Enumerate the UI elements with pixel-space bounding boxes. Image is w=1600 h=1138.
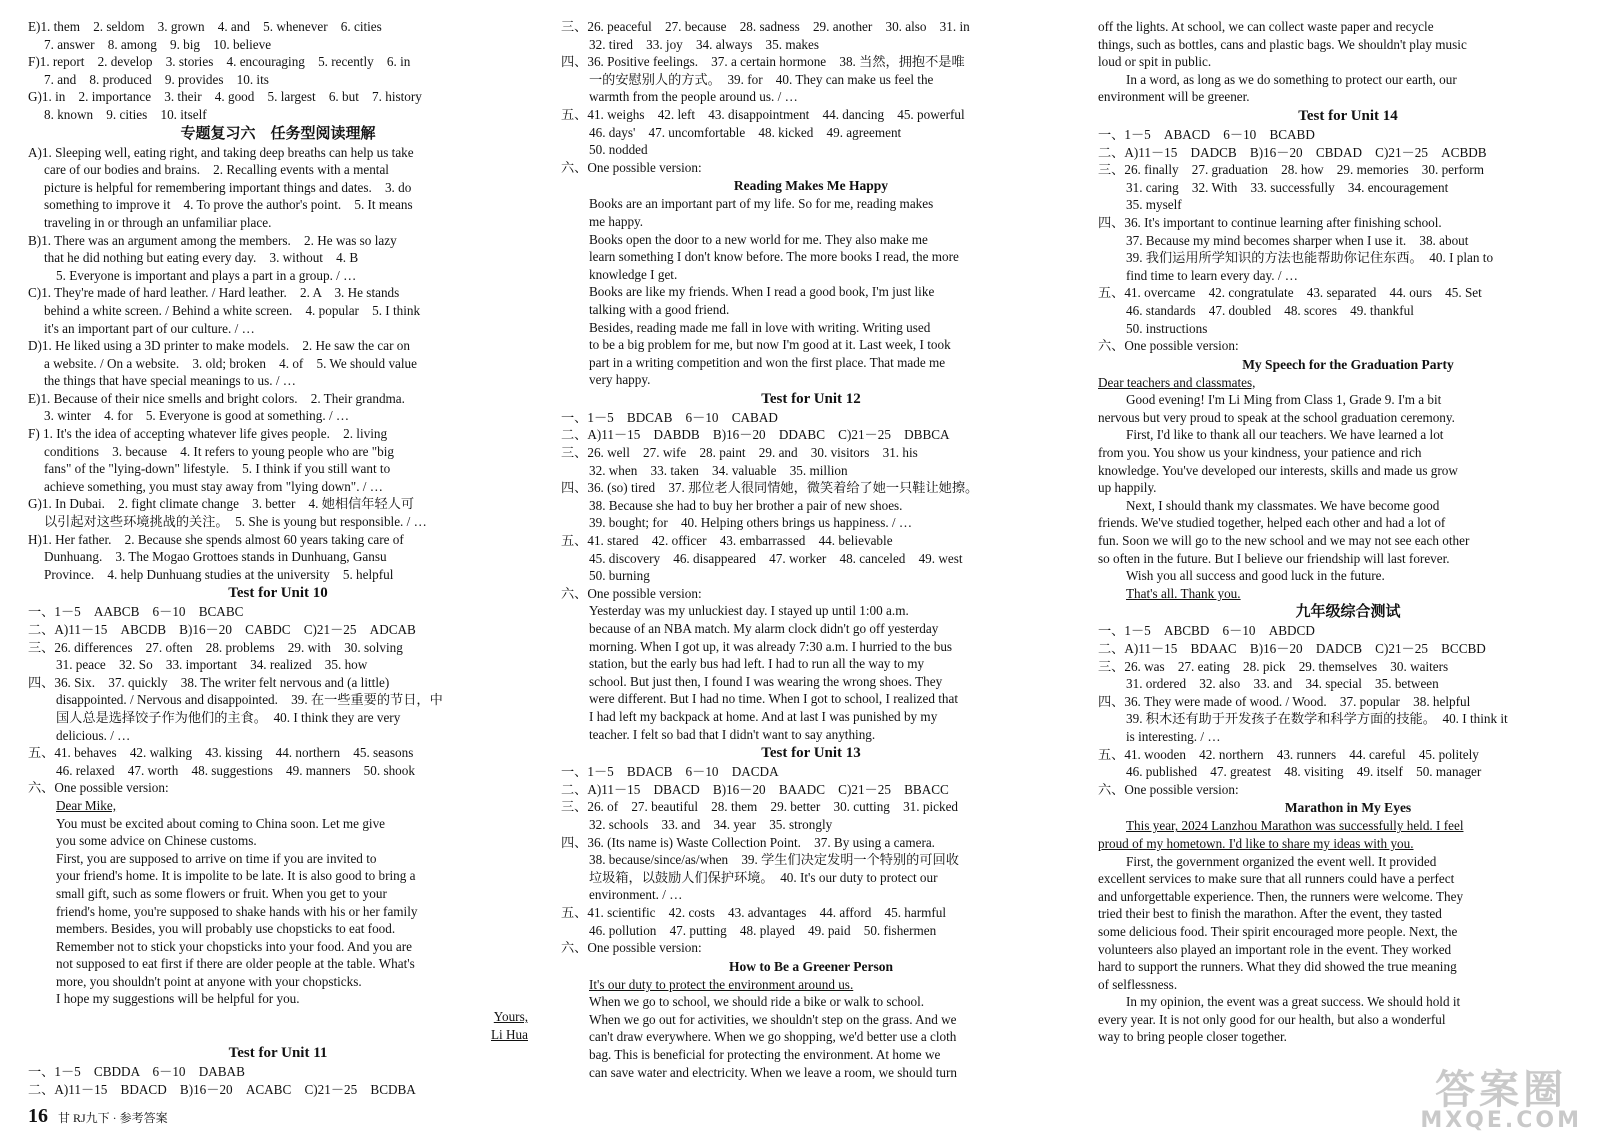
text-line: 五、41. weighs 42. left 43. disappointment 44. dancing 45. powerful xyxy=(561,106,965,122)
text-line: 四、36. Six. 37. quickly 38. The writer felt nervous and (a little) xyxy=(28,674,390,690)
text-line: members. Besides, you will probably use chopsticks to eat food. xyxy=(56,921,396,937)
text-line: 46. days' 47. uncomfortable 48. kicked 49. agreement xyxy=(589,124,902,140)
text-line: F)1. report 2. develop 3. stories 4. encouraging 5. recently 6. in xyxy=(28,54,411,70)
text-line: B)1. There was an argument among the members. 2. He was so lazy xyxy=(28,232,397,248)
watermark-text-en: MXQE.COM xyxy=(1420,1108,1582,1133)
text-line: 8. known 9. cities 10. itself xyxy=(44,106,207,122)
column-middle xyxy=(561,18,1061,1081)
text-line: 三、26. differences 27. often 28. problems 29. with 30. solving xyxy=(28,639,403,655)
text-line: friend's home, you're supposed to shake hands with his or her family xyxy=(56,903,418,919)
text-line: Good evening! I'm Li Ming from Class 1, Grade 9. I'm a bit xyxy=(1126,392,1442,408)
text-line: 五、41. stared 42. officer 43. embarrassed 44. believable xyxy=(561,533,893,549)
column-right xyxy=(1098,18,1598,1046)
text-line: G)1. in 2. importance 3. their 4. good 5. largest 6. but 7. history xyxy=(28,89,422,105)
text-line: can't draw everywhere. When we go shopping, we'd better use a cloth xyxy=(589,1029,957,1045)
text-line: something to improve it 4. To prove the author's point. 5. It means xyxy=(44,197,413,213)
text-line: Wish you all success and good luck in the future. xyxy=(1126,568,1385,584)
text-line: Remember not to stick your chopsticks into your food. And you are xyxy=(56,938,413,954)
text-line: learn something I don't know before. The more books I read, the more xyxy=(589,249,959,265)
text-line: more, you shouldn't point at anyone with your chopsticks. xyxy=(56,973,362,989)
text-line: 四、36. (so) tired 37. 那位老人很同情她，微笑着给了她一只鞋让她擦。 xyxy=(561,480,979,496)
text-line: excellent services to make sure that all runners could have a perfect xyxy=(1098,871,1455,887)
text-line: 六、One possible version: xyxy=(1098,781,1239,797)
text-line: very happy. xyxy=(589,372,651,388)
text-line: volunteers also played an important role in the event. They worked xyxy=(1098,941,1452,957)
watermark-text-cn: 答案圈 xyxy=(1435,1067,1568,1113)
text-line: some delicious food. Their spirit encouraged more people. Next, the xyxy=(1098,923,1458,939)
text-line: 32. when 33. taken 34. valuable 35. million xyxy=(589,462,848,478)
text-line: 二、A)11－15 DABDB B)16－20 DDABC C)21－25 DBBCA xyxy=(561,427,950,443)
text-line: 四、36. They were made of wood. / Wood. 37. popular 38. helpful xyxy=(1098,693,1471,709)
section-heading: My Speech for the Graduation Party xyxy=(1242,356,1454,372)
text-line: nervous but very proud to speak at the school graduation ceremony. xyxy=(1098,409,1455,425)
text-line: 五、41. wooden 42. northern 43. runners 44. careful 45. politely xyxy=(1098,746,1479,762)
text-line: so often in the future. But I believe our friendship will last forever. xyxy=(1098,550,1450,566)
text-line: Yours, xyxy=(493,1009,528,1025)
text-line: 46. published 47. greatest 48. visiting 49. itself 50. manager xyxy=(1126,764,1482,780)
section-heading: 九年级综合测试 xyxy=(1295,604,1401,621)
text-line: I hope my suggestions will be helpful for you. xyxy=(56,991,300,1007)
text-line: You must be excited about coming to China soon. Let me give xyxy=(56,815,386,831)
text-line: can save water and electricity. When we leave a room, we should turn xyxy=(589,1064,957,1080)
text-line: 31. caring 32. With 33. successfully 34. encouragement xyxy=(1126,179,1449,195)
text-line: achieve something, you must stay away from "lying down". / … xyxy=(44,478,383,494)
text-line: 一、1－5 ABACD 6－10 BCABD xyxy=(1098,126,1315,142)
text-line: 二、A)11－15 DADCB B)16－20 CBDAD C)21－25 ACBDB xyxy=(1098,144,1487,160)
text-line: Dear Mike, xyxy=(56,797,117,813)
text-line: Books are an important part of my life. So for me, reading makes xyxy=(589,196,934,212)
text-line: it's an important part of our culture. / … xyxy=(44,320,255,336)
text-line: every year. It is not only good for our health, but also a wonderful xyxy=(1098,1011,1446,1027)
text-line: D)1. He liked using a 3D printer to make models. 2. He saw the car on xyxy=(28,338,410,354)
text-line: 六、One possible version: xyxy=(561,159,702,175)
text-line: G)1. In Dubai. 2. fight climate change 3. better 4. 她相信年轻人可 xyxy=(28,496,415,512)
text-line: C)1. They're made of hard leather. / Hard leather. 2. A 3. He stands xyxy=(28,285,400,301)
text-line: 五、41. overcame 42. congratulate 43. separated 44. ours 45. Set xyxy=(1098,285,1482,301)
page-number: 16 xyxy=(28,1105,48,1127)
text-line: 32. schools 33. and 34. year 35. strongly xyxy=(589,816,833,832)
text-line: 50. instructions xyxy=(1126,320,1208,336)
text-line: 38. Because she had to buy her brother a pair of new shoes. xyxy=(589,497,903,513)
watermark-logo xyxy=(1420,1067,1582,1133)
section-heading: Test for Unit 14 xyxy=(1298,107,1398,124)
text-line: 46. pollution 47. putting 48. played 49. paid 50. fishermen xyxy=(589,922,937,938)
footer-caption: 甘 RJ九下 · 参考答案 xyxy=(58,1111,168,1125)
text-line: 7. answer 8. among 9. big 10. believe xyxy=(44,36,272,52)
text-line: 39. 积木还有助于开发孩子在数学和科学方面的技能。 40. I think it xyxy=(1126,711,1508,727)
text-line: 50. burning xyxy=(589,568,650,584)
text-line: Besides, reading made me fall in love with writing. Writing used xyxy=(589,319,931,335)
text-line: 39. bought; for 40. Helping others brings us happiness. / … xyxy=(589,515,913,531)
text-line: warmth from the people around us. / … xyxy=(589,89,798,105)
text-line: fun. Soon we will go to the new school and we may not see each other xyxy=(1098,533,1470,549)
text-line: I had left my backpack at home. And at last I was punished by my xyxy=(589,708,938,724)
text-line: knowledge I get. xyxy=(589,266,678,282)
page-footer xyxy=(28,1105,168,1128)
text-line: 一、1－5 ABCBD 6－10 ABDCD xyxy=(1098,623,1315,639)
text-line: 三、26. of 27. beautiful 28. them 29. better 30. cutting 31. picked xyxy=(561,799,959,815)
text-line: 二、A)11－15 BDACD B)16－20 ACABC C)21－25 BCDBA xyxy=(28,1081,416,1097)
section-heading: Test for Unit 11 xyxy=(228,1045,328,1062)
text-line: is interesting. / … xyxy=(1126,728,1221,744)
column-left xyxy=(28,18,528,1098)
text-line: friends. We've studied together, helped each other and had a lot of xyxy=(1098,515,1446,531)
text-line: that he did nothing but eating every day. 3. without 4. B xyxy=(44,250,359,266)
text-line: because of an NBA match. My alarm clock didn't go off yesterday xyxy=(589,621,939,636)
text-line: of selflessness. xyxy=(1098,976,1178,992)
text-line: loud or spit in public. xyxy=(1098,54,1212,70)
text-line: 三、26. well 27. wife 28. paint 29. and 30. visitors 31. his xyxy=(561,445,918,461)
text-line: 六、One possible version: xyxy=(561,585,702,601)
text-line: 四、36. (Its name is) Waste Collection Point. 37. By using a camera. xyxy=(561,834,935,850)
text-line: 六、One possible version: xyxy=(1098,338,1239,354)
text-line: behind a white screen. / Behind a white screen. 4. popular 5. I think xyxy=(44,302,421,318)
text-line: That's all. Thank you. xyxy=(1126,585,1241,601)
text-line: proud of my hometown. I'd like to share my ideas with you. xyxy=(1098,835,1414,851)
text-line: 46. relaxed 47. worth 48. suggestions 49. manners 50. shook xyxy=(56,762,415,778)
text-line: First, you are supposed to arrive on time if you are invited to xyxy=(56,850,377,866)
text-line: environment will be greener. xyxy=(1098,89,1250,105)
text-line: 46. standards 47. doubled 48. scores 49. thankful xyxy=(1126,302,1414,318)
text-line: In my opinion, the event was a great success. We should hold it xyxy=(1126,994,1461,1010)
text-line: 50. nodded xyxy=(589,142,648,158)
text-line: 四、36. Positive feelings. 37. a certain hormone 38. 当然，拥抱不是唯 xyxy=(561,54,965,70)
text-line: morning. When I got up, it was already 7:30 a.m. I hurried to the bus xyxy=(589,638,953,654)
text-line: 一、1－5 BDACB 6－10 DACDA xyxy=(561,764,779,780)
text-line: things, such as bottles, cans and plastic bags. We shouldn't play music xyxy=(1098,36,1467,52)
text-line: Li Hua xyxy=(491,1026,528,1042)
section-heading: Marathon in My Eyes xyxy=(1284,800,1412,816)
text-line: you some advice on Chinese customs. xyxy=(56,833,257,849)
text-line: Dunhuang. 3. The Mogao Grottoes stands in Dunhuang, Gansu xyxy=(44,549,387,565)
text-line: This year, 2024 Lanzhou Marathon was successfully held. I feel xyxy=(1126,818,1464,834)
section-heading: Reading Makes Me Happy xyxy=(733,178,889,194)
text-line: Province. 4. help Dunhuang studies at the university 5. helpful xyxy=(44,566,394,582)
text-line: When we go out for activities, we shouldn't step on the grass. And we xyxy=(589,1011,957,1027)
section-heading: How to Be a Greener Person xyxy=(728,958,894,974)
text-line: 35. myself xyxy=(1126,197,1182,213)
text-line: 三、26. was 27. eating 28. pick 29. themselves 30. waiters xyxy=(1098,658,1449,674)
text-line: When we go to school, we should ride a bike or walk to school. xyxy=(589,994,925,1010)
text-line: In a word, as long as we do something to protect our earth, our xyxy=(1126,71,1457,87)
text-line: find time to learn every day. / … xyxy=(1126,267,1298,283)
text-line: Next, I should thank my classmates. We have become good xyxy=(1126,497,1440,513)
text-line: 一的安慰别人的方式。 39. for 40. They can make us feel the xyxy=(589,71,934,87)
text-line: 垃圾箱，以鼓励人们保护环境。 40. It's our duty to protect our xyxy=(589,869,938,885)
text-line: Books are like my friends. When I read a good book, I'm just like xyxy=(589,284,935,300)
text-line: Yesterday was my unluckiest day. I stayed up until 1:00 a.m. xyxy=(589,603,909,619)
text-line: 32. tired 33. joy 34. always 35. makes xyxy=(589,36,820,52)
text-line: your friend's home. It is impolite to be late. It is also good to bring a xyxy=(56,868,416,884)
text-line: 三、26. peaceful 27. because 28. sadness 29. another 30. also 31. in xyxy=(561,19,970,34)
text-line: 二、A)11－15 BDAAC B)16－20 DADCB C)21－25 BCCBD xyxy=(1098,641,1486,656)
text-line: 二、A)11－15 ABCDB B)16－20 CABDC C)21－25 ADCAB xyxy=(28,622,416,637)
text-line: Dear teachers and classmates, xyxy=(1098,374,1256,390)
text-line: school. But just then, I found I was wearing the wrong shoes. They xyxy=(589,673,943,689)
text-line: 五、41. scientific 42. costs 43. advantages 44. afford 45. harmful xyxy=(561,904,947,920)
text-line: E)1. Because of their nice smells and bright colors. 2. Their grandma. xyxy=(28,390,405,406)
text-line: First, I'd like to thank all our teachers. We have learned a lot xyxy=(1126,427,1444,443)
text-line: not supposed to eat first if there are older people at the table. What's xyxy=(56,956,415,972)
text-line: 一、1－5 BDCAB 6－10 CABAD xyxy=(561,409,778,425)
text-line: station, but the early bus had left. I had to run all the way to my xyxy=(589,656,925,672)
text-line: 四、36. It's important to continue learning after finishing school. xyxy=(1098,214,1442,230)
text-line: 三、26. finally 27. graduation 28. how 29. memories 30. perform xyxy=(1098,162,1485,178)
text-line: 一、1－5 AABCB 6－10 BCABC xyxy=(28,604,244,620)
text-line: hard to support the runners. What they did showed the true meaning xyxy=(1098,959,1457,975)
text-line: talking with a good friend. xyxy=(589,301,730,317)
text-line: First, the government organized the event well. It provided xyxy=(1126,853,1437,869)
text-line: 31. ordered 32. also 33. and 34. special 35. between xyxy=(1126,676,1439,692)
text-line: a website. / On a website. 3. old; broken 4. of 5. We should value xyxy=(44,355,418,371)
text-line: were different. But I had no time. When I got to school, I realized that xyxy=(589,691,959,707)
text-line: E)1. them 2. seldom 3. grown 4. and 5. whenever 6. cities xyxy=(28,19,382,34)
text-line: 39. 我们运用所学知识的方法也能帮助你记住东西。 40. I plan to xyxy=(1126,250,1494,266)
text-line: 五、41. behaves 42. walking 43. kissing 44. northern 45. seasons xyxy=(28,745,414,761)
text-line: small gift, such as some flowers or fruit. When you get to your xyxy=(56,885,387,901)
text-line: 5. Everyone is important and plays a part in a group. / … xyxy=(56,267,357,283)
text-line: 一、1－5 CBDDA 6－10 DABAB xyxy=(28,1064,245,1080)
section-heading: Test for Unit 13 xyxy=(761,745,861,762)
text-line: traveling in or through an unfamiliar place. xyxy=(44,214,272,230)
text-line: off the lights. At school, we can collect waste paper and recycle xyxy=(1098,19,1434,34)
text-line: teacher. I felt so bad that I didn't want to say anything. xyxy=(589,726,876,742)
text-line: 六、One possible version: xyxy=(561,940,702,956)
text-line: A)1. Sleeping well, eating right, and taking deep breaths can help us take xyxy=(28,144,414,160)
text-line: from you. You show us your kindness, your patience and rich xyxy=(1098,445,1422,461)
text-line: environment. / … xyxy=(589,887,683,903)
text-line: delicious. / … xyxy=(56,727,131,743)
text-line: 二、A)11－15 DBACD B)16－20 BAADC C)21－25 BBACC xyxy=(561,781,949,797)
text-line: to be a big problem for me, but now I'm good at it. Last week, I took xyxy=(589,337,951,353)
text-line: me happy. xyxy=(589,213,644,229)
section-heading: Test for Unit 12 xyxy=(761,390,861,407)
text-line: 37. Because my mind becomes sharper when I use it. 38. about xyxy=(1126,232,1469,248)
text-line: 31. peace 32. So 33. important 34. realized 35. how xyxy=(56,657,368,673)
text-line: 45. discovery 46. disappeared 47. worker 48. canceled 49. west xyxy=(589,550,963,566)
text-line: 国人总是选择饺子作为他们的主食。 40. I think they are very xyxy=(56,709,401,725)
text-line: bag. This is beneficial for protecting the environment. At home we xyxy=(589,1047,941,1063)
text-line: Books open the door to a new world for me. They also make me xyxy=(589,231,928,247)
text-line: the things that have special meanings to us. / … xyxy=(44,373,296,389)
text-line: disappointed. / Nervous and disappointed. 39. 在一些重要的节日，中 xyxy=(56,692,443,708)
text-line: It's our duty to protect the environment around us. xyxy=(589,976,854,992)
text-line: up happily. xyxy=(1098,480,1157,496)
text-line: H)1. Her father. 2. Because she spends almost 60 years taking care of xyxy=(28,531,404,547)
text-line: 7. and 8. produced 9. provides 10. its xyxy=(44,71,269,87)
text-line: part in a writing competition and won the first place. That made me xyxy=(589,354,946,370)
text-line: 3. winter 4. for 5. Everyone is good at something. / … xyxy=(44,408,350,424)
text-line: 38. because/since/as/when 39. 学生们决定发明一个特别的可回收 xyxy=(589,852,959,868)
text-line: care of our bodies and brains. 2. Recalling events with a mental xyxy=(44,162,389,178)
section-heading: 专题复习六 任务型阅读理解 xyxy=(180,125,376,142)
text-line: knowledge. You've developed our interests, skills and made us grow xyxy=(1098,462,1458,478)
text-line: tried their best to finish the marathon. After the event, they tasted xyxy=(1098,906,1442,922)
text-line: 以引起对这些环境挑战的关注。 5. She is young but responsible. / … xyxy=(44,514,427,530)
text-line: and unforgettable experience. Then, the runners were welcome. They xyxy=(1098,888,1464,904)
text-line: picture is helpful for remembering important things and dates. 3. do xyxy=(44,179,412,195)
text-line: conditions 3. because 4. It refers to young people who are "big xyxy=(44,443,394,459)
text-line: 六、One possible version: xyxy=(28,780,169,796)
text-line: fans" of the "lying-down" lifestyle. 5. I think if you still want to xyxy=(44,461,391,477)
text-line: way to bring people closer together. xyxy=(1098,1029,1287,1045)
text-line: F) 1. It's the idea of accepting whatever life gives people. 2. living xyxy=(28,426,388,442)
section-heading: Test for Unit 10 xyxy=(228,585,328,602)
